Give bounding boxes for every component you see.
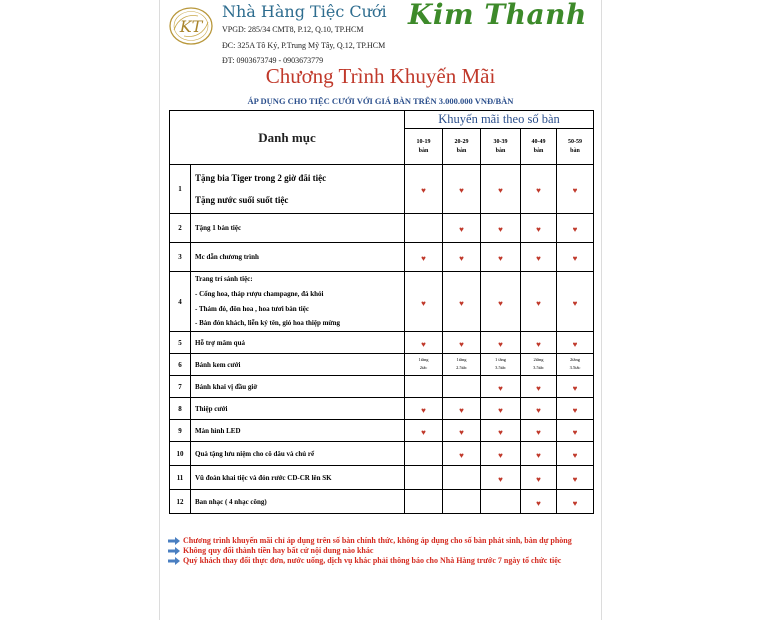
row-number: 8 [170,398,191,420]
item-description: Tặng bia Tiger trong 2 giờ đãi tiệc Tặng nước suối suốt tiệc [191,165,405,214]
heart-icon: ♥ [498,298,503,308]
tier-cell-5 [557,272,594,332]
row-number: 7 [170,376,191,398]
tier-cell-3 [481,243,521,272]
table-row [170,442,594,466]
heart-icon: ♥ [421,405,426,415]
row-number: 6 [170,354,191,376]
item-description: Vũ đoàn khai tiệc và đón rước CD-CR lên SK [191,466,405,490]
tier-cell-3 [481,214,521,243]
tier-cell-5 [557,376,594,398]
tier-cell-2 [443,165,481,214]
heart-icon: ♥ [572,498,578,508]
heart-icon: ♥ [498,450,503,460]
heart-icon: ♥ [421,339,426,349]
arrow-right-icon [168,547,180,555]
note-text: Chương trình khuyến mãi chỉ áp dụng trên số bàn chính thức, không áp dụng cho số bàn phát sinh, bàn dự phòng [183,536,572,545]
heart-icon: ♥ [572,339,578,349]
tier-cell-4 [521,442,557,466]
tier-cell-2 [443,354,481,376]
tier-cell-1 [405,490,443,514]
table-row [170,376,594,398]
tier-cell-3 [481,442,521,466]
heart-icon: ♥ [498,186,503,195]
arrow-right-icon [168,537,180,545]
tier-cell-4 [521,243,557,272]
promotion-table [169,110,594,514]
restaurant-logo [168,6,214,46]
tier-cell-5 [557,398,594,420]
tier-cell-2 [443,490,481,514]
row-number: 9 [170,420,191,442]
heart-icon: ♥ [536,427,541,437]
tier-header-1: 10-19 bàn [405,129,443,165]
table-row [170,214,594,243]
item-description: Màn hình LED [191,420,405,442]
heart-icon: ♥ [459,405,464,415]
tier-cell-2 [443,332,481,354]
table-row [170,354,594,376]
heart-icon: ♥ [421,298,426,308]
restaurant-name: Kim Thanh [408,0,587,31]
heart-icon: ♥ [536,474,541,484]
heart-icon: ♥ [536,186,541,195]
row-number: 10 [170,442,191,466]
note-item [168,536,588,545]
tier-cell-4 [521,466,557,490]
heart-icon: ♥ [459,254,464,263]
tier-cell-1 [405,442,443,466]
note-text: Không quy đổi thành tiền hay bất cứ nội dung nào khác [183,546,374,555]
tier-cell-2 [443,214,481,243]
tier-cell-3 [481,332,521,354]
heart-icon: ♥ [459,186,464,195]
tier-cell-4 [521,214,557,243]
heart-icon: ♥ [459,450,464,460]
item-description: Tặng 1 bàn tiệc [191,214,405,243]
tier-cell-2 [443,442,481,466]
tier-cell-3 [481,376,521,398]
row-number: 3 [170,243,191,272]
tier-cell-4 [521,490,557,514]
tier-cell-2 [443,398,481,420]
tier-cell-5 [557,332,594,354]
heart-icon: ♥ [536,405,541,415]
item-description: Mc dẫn chương trình [191,243,405,272]
tier-cell-5 [557,442,594,466]
tier-cell-4 [521,420,557,442]
heart-icon: ♥ [498,225,503,234]
address-office: VPGD: 285/34 CMT8, P.12, Q.10, TP.HCM [222,25,364,34]
heart-icon: ♥ [536,383,541,393]
tier-cell-3 [481,466,521,490]
tier-cell-1 [405,332,443,354]
heart-icon: ♥ [572,405,578,415]
tier-cell-5 [557,466,594,490]
heart-icon: ♥ [459,339,464,349]
tier-header-4: 40-49 bàn [521,129,557,165]
cake-size: 2tầng 3.5tấc [533,356,544,370]
tier-cell-4 [521,272,557,332]
tier-cell-4 [521,165,557,214]
tier-cell-5 [557,354,594,376]
page-subtitle: ÁP DỤNG CHO TIỆC CƯỚI VỚI GIÁ BÀN TRÊN 3.000.000 VNĐ/BÀN [247,96,514,106]
item-description: Trang trí sảnh tiệc: - Cổng hoa, tháp rượu champagne, đá khói - Thảm đỏ, đôn hoa , hoa tươi bàn tiệc - Bàn đón khách, liễn ký tên, giỏ hoa thiệp mừng [191,272,405,332]
row-number: 2 [170,214,191,243]
tier-cell-1 [405,165,443,214]
item-description: Quà tặng lưu niệm cho cô dâu và chú rể [191,442,405,466]
tier-cell-1 [405,466,443,490]
note-item [168,556,588,565]
tier-cell-2 [443,243,481,272]
heart-icon: ♥ [498,254,503,263]
tier-cell-3 [481,420,521,442]
tier-cell-1 [405,376,443,398]
table-row [170,490,594,514]
tier-group-header: Khuyến mãi theo số bàn [405,111,594,129]
tier-cell-5 [557,243,594,272]
heart-icon: ♥ [572,298,578,308]
heart-icon: ♥ [421,427,426,437]
heart-icon: ♥ [572,186,578,195]
tier-cell-4 [521,332,557,354]
item-description: Bánh kem cưới [191,354,405,376]
heart-icon: ♥ [536,339,541,349]
item-description: Hỗ trợ mâm quả [191,332,405,354]
heart-icon: ♥ [459,298,464,308]
item-description: Thiệp cưới [191,398,405,420]
tier-header-2: 20-29 bàn [443,129,481,165]
tier-cell-1 [405,243,443,272]
tier-cell-1 [405,214,443,243]
heart-icon: ♥ [459,427,464,437]
note-text: Quý khách thay đổi thực đơn, nước uống, dịch vụ khác phải thông báo cho Nhà Hàng trước 7 ngày tổ chức tiệc [183,556,562,565]
heart-icon: ♥ [498,383,503,393]
heart-icon: ♥ [498,405,503,415]
category-header: Danh mục [170,111,405,165]
tier-cell-4 [521,376,557,398]
tier-cell-2 [443,272,481,332]
tier-header-3: 30-39 bàn [481,129,521,165]
heart-icon: ♥ [536,450,541,460]
table-row [170,420,594,442]
tier-cell-1 [405,398,443,420]
heart-icon: ♥ [536,254,541,263]
heart-icon: ♥ [421,254,426,263]
tier-cell-3 [481,272,521,332]
heart-icon: ♥ [536,225,541,234]
heart-icon: ♥ [421,186,426,195]
heart-icon: ♥ [498,474,503,484]
phone-line: ĐT: 0903673749 - 0903673779 [222,56,324,65]
row-number: 11 [170,466,191,490]
tier-cell-4 [521,398,557,420]
tier-cell-3 [481,490,521,514]
tier-cell-5 [557,420,594,442]
tier-cell-2 [443,420,481,442]
tier-cell-3 [481,354,521,376]
table-row [170,332,594,354]
table-row [170,165,594,214]
row-number: 5 [170,332,191,354]
heart-icon: ♥ [572,383,578,393]
note-item [168,546,588,555]
item-description: Bánh khai vị đầu giờ [191,376,405,398]
tier-cell-2 [443,376,481,398]
row-number: 4 [170,272,191,332]
heart-icon: ♥ [572,254,578,263]
tier-cell-2 [443,466,481,490]
table-row [170,243,594,272]
page-title: Chương Trình Khuyến Mãi [265,64,496,88]
heart-icon: ♥ [536,298,541,308]
row-number: 1 [170,165,191,214]
cake-size: 1tầng 2.5tấc [456,356,467,370]
arrow-right-icon [168,557,180,565]
cake-size: 1tầng 2tấc [418,356,429,370]
row-number: 12 [170,490,191,514]
cake-size: 2tầng 3.5tấc [569,356,581,370]
tier-cell-1 [405,420,443,442]
tier-cell-1 [405,354,443,376]
heart-icon: ♥ [572,225,578,234]
tier-header-5: 50-59 bàn [557,129,594,165]
tier-cell-3 [481,165,521,214]
heart-icon: ♥ [572,474,578,484]
tier-cell-5 [557,165,594,214]
tier-cell-4 [521,354,557,376]
table-row [170,272,594,332]
item-description: Ban nhạc ( 4 nhạc công) [191,490,405,514]
tier-cell-1 [405,272,443,332]
heart-icon: ♥ [536,498,541,508]
restaurant-brand: Nhà Hàng Tiệc Cưới [222,2,387,21]
heart-icon: ♥ [459,225,464,234]
tier-cell-5 [557,214,594,243]
tier-cell-5 [557,490,594,514]
table-row [170,398,594,420]
cake-size: 1 tầng 3.5tấc [494,356,507,370]
heart-icon: ♥ [572,427,578,437]
table-row [170,466,594,490]
tier-cell-3 [481,398,521,420]
heart-icon: ♥ [572,450,578,460]
address-venue: ĐC: 325A Tô Ký, P.Trung Mỹ Tây, Q.12, TP.HCM [222,41,386,50]
document-page [159,0,602,620]
svg-text:KT: KT [179,17,203,36]
heart-icon: ♥ [498,339,503,349]
heart-icon: ♥ [498,427,503,437]
notes-list [168,536,588,566]
